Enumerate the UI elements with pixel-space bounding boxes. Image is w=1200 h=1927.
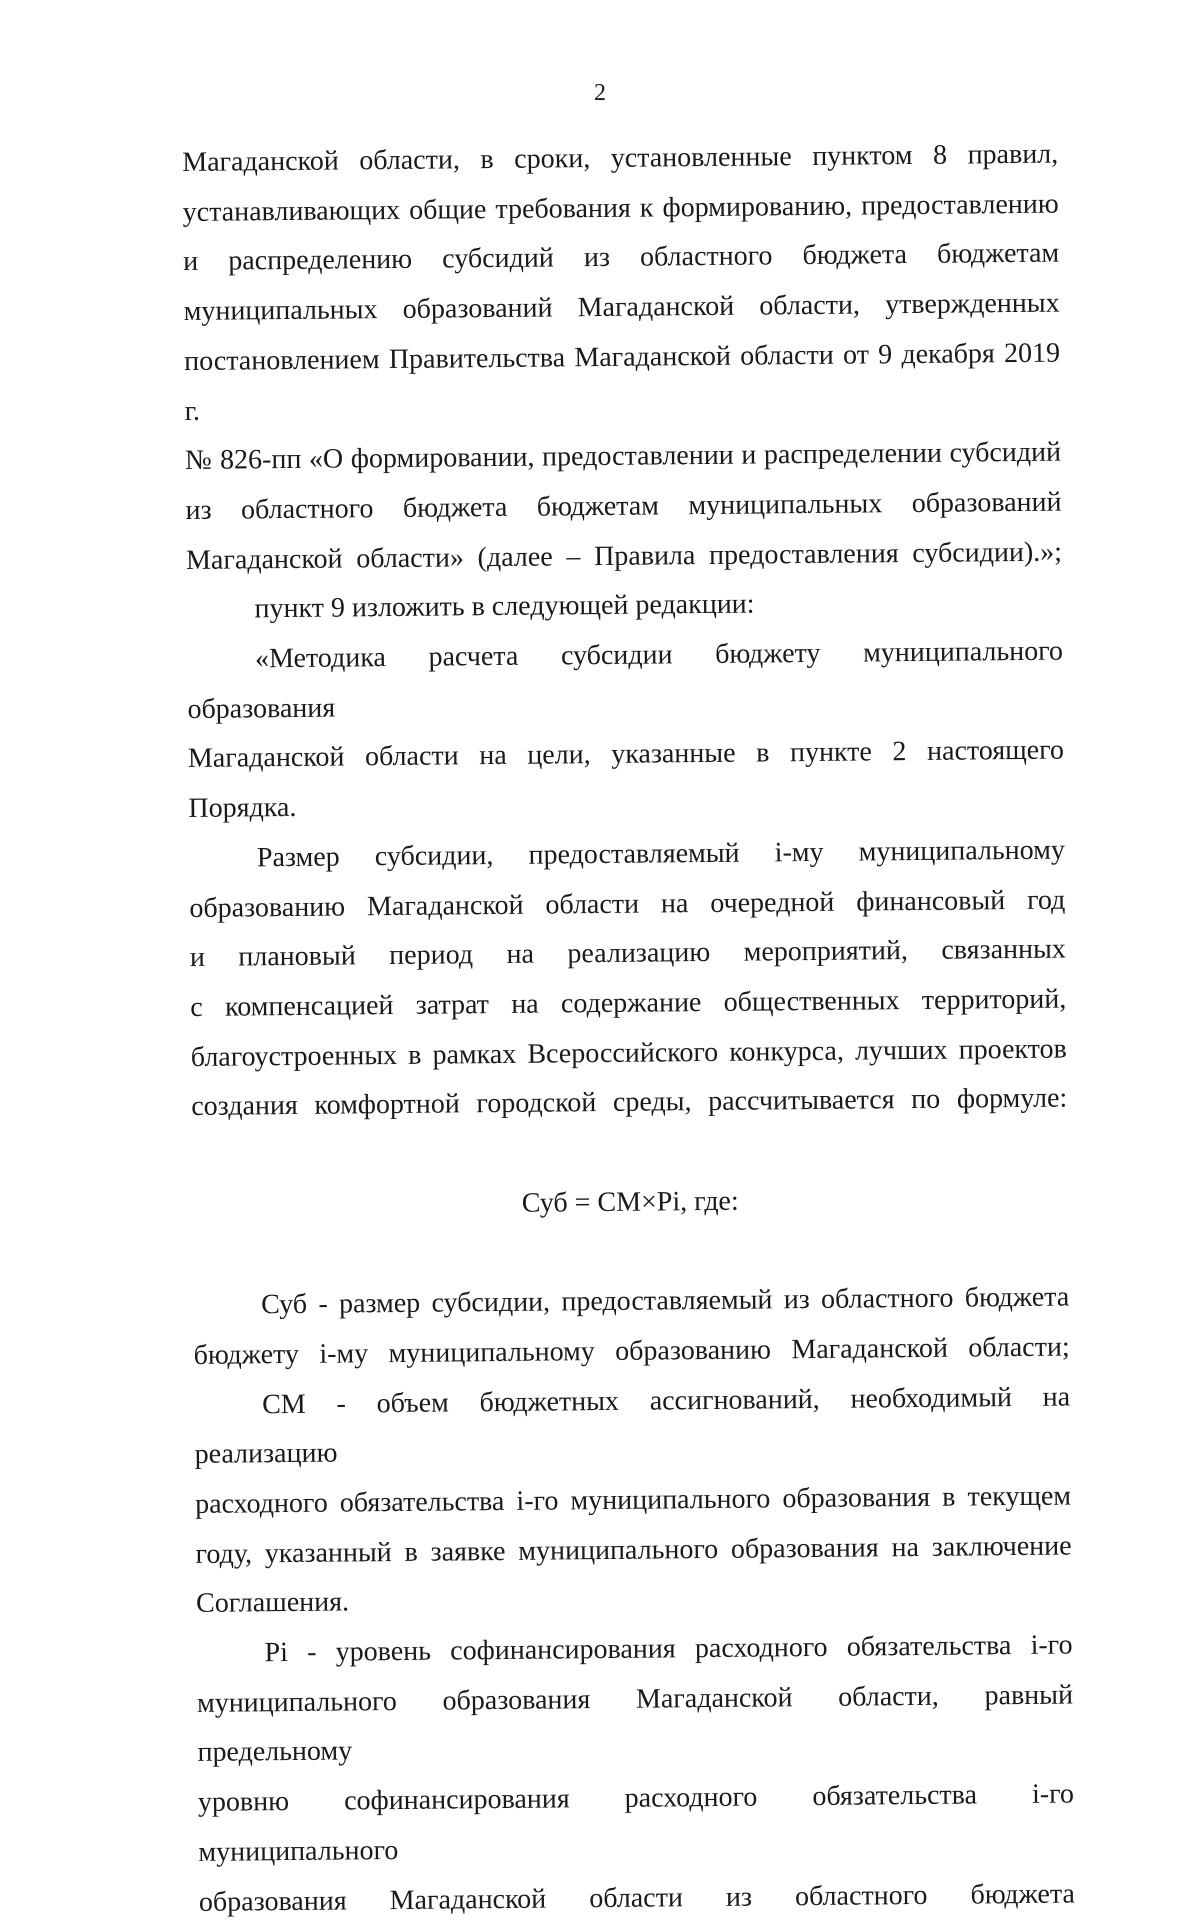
text-line: муниципального образования Магаданской области, равный предельному [196,1679,1074,1769]
text-line: из областного бюджета бюджетам муниципальных образований [185,486,1062,526]
document-body [182,130,1075,1927]
text-line: расходного обязательства i-го муниципального образования в текущем [194,1480,1072,1520]
text-line: создания комфортной городской среды, рассчитывается по формуле: [191,1082,1068,1123]
text-line: Магаданской области на цели, указанные в пункте 2 настоящего Порядка. [187,735,1065,825]
text-line: № 826-пп «О формировании, предоставлении и распределении субсидий [184,436,1062,477]
text-line: благоустроенных в рамках Всероссийского конкурса, лучших проектов [190,1033,1067,1073]
formula: Суб = СМ×Pi, где: [521,1185,739,1219]
text-line: Размер субсидии, предоставляемый i-му муниципальному [256,834,1066,874]
text-line: образования Магаданской области из областного бюджета [198,1878,1076,1918]
text-line: СМ - объем бюджетных ассигнований, необходимый на реализацию [194,1381,1071,1471]
text-line: муниципальных образований Магаданской области, утвержденных [183,287,1060,328]
text-line: и плановый период на реализацию мероприятий, связанных [189,933,1066,974]
text-line: постановлением Правительства Магаданской области от 9 декабря 2019 г. [183,337,1061,427]
text-line: устанавливающих общие требования к формированию, предоставлению [182,188,1059,228]
text-line: с компенсацией затрат на содержание общественных территорий, [190,983,1067,1023]
text-line: Pi - уровень софинансирования расходного обязательства i-го [264,1629,1073,1669]
text-line: уровню софинансирования расходного обязательства i-го муниципального [197,1778,1075,1868]
page-number: 2 [594,80,606,106]
text-line: году, указанный в заявке муниципального образования на заключение [195,1530,1072,1570]
text-line: образованию Магаданской области на очередной финансовый год [189,884,1066,924]
text-line: Магаданской области, в сроки, установленные пунктом 8 правил, [182,138,1059,178]
text-line: «Методика расчета субсидии бюджету муниципального образования [187,635,1064,725]
text-line: Суб - размер субсидии, предоставляемый из областного бюджета [261,1281,1070,1321]
text-line: бюджету i-му муниципальному образованию Магаданской области; [193,1331,1070,1371]
text-line: и распределению субсидий из областного бюджета бюджетам [183,237,1060,278]
text-line: Соглашения. [195,1586,350,1620]
text-line: Магаданской области» (далее – Правила предоставления субсидии).»; [185,536,1063,576]
text-line: пункт 9 изложить в следующей редакции: [254,588,755,625]
